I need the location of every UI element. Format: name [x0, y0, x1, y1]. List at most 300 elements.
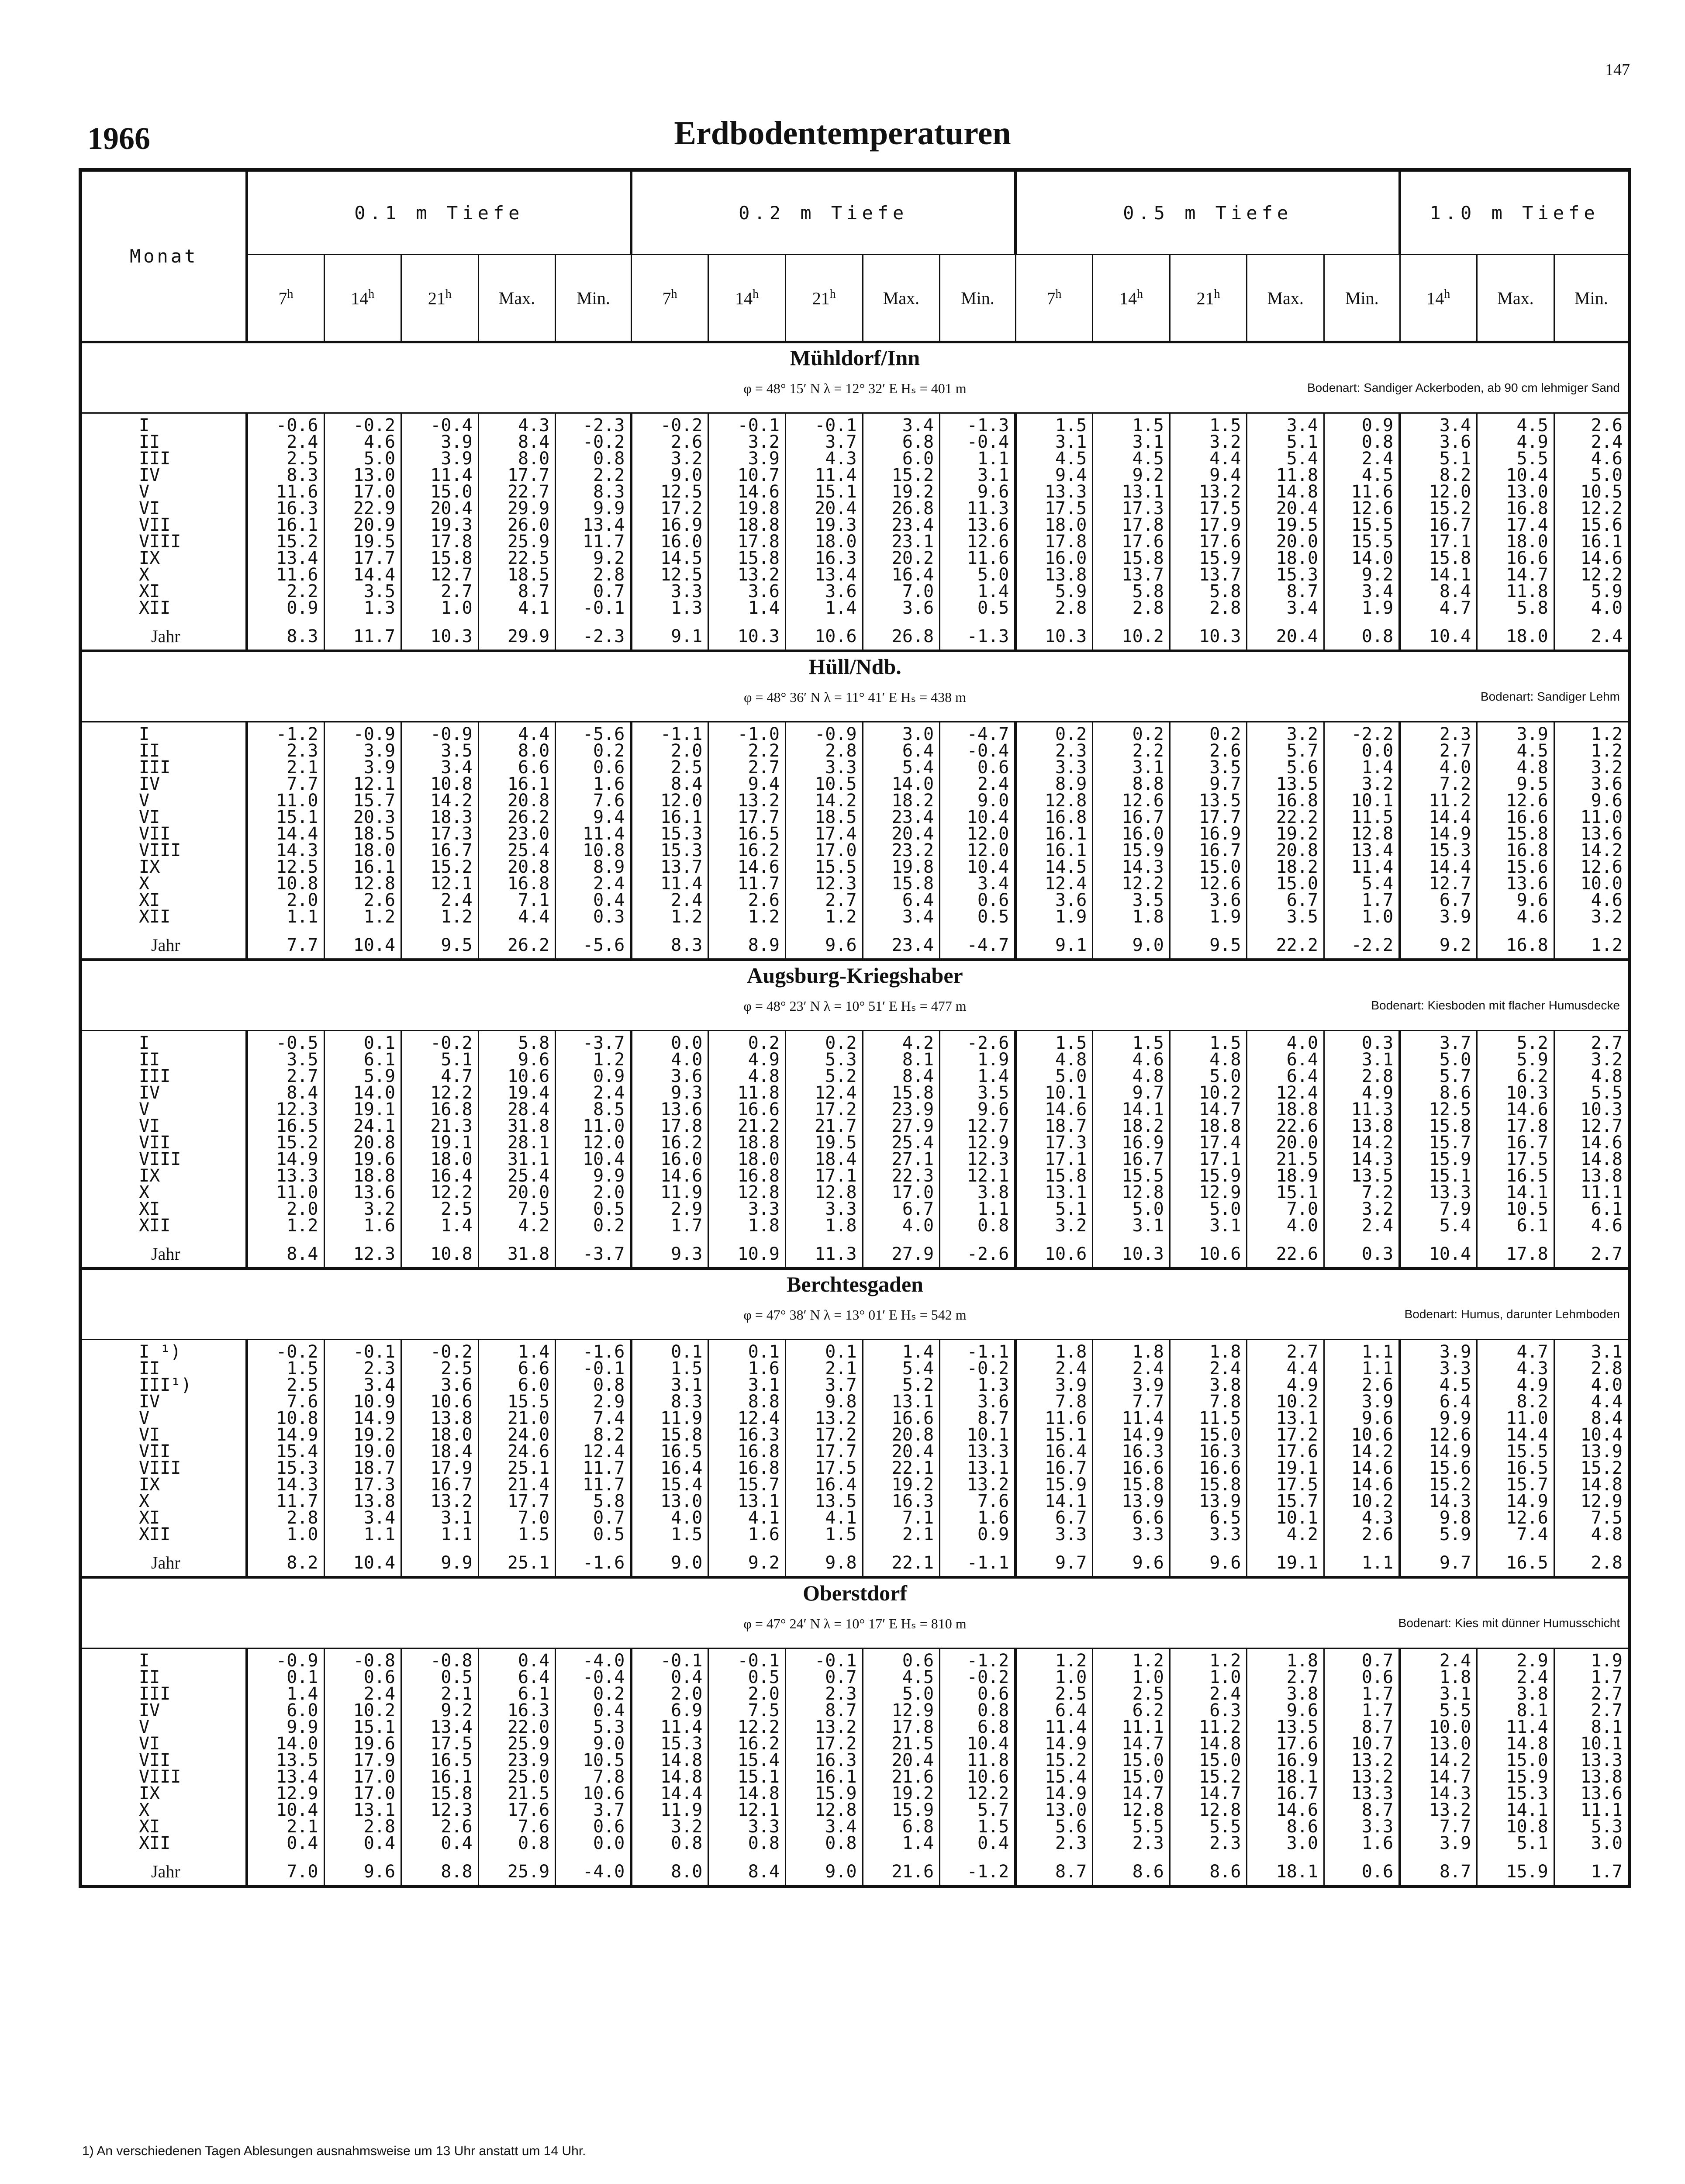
value-cell: 19.6 — [324, 1151, 401, 1168]
value-cell: 13.0 — [1400, 1735, 1477, 1752]
value-cell: 3.2 — [1324, 1201, 1400, 1217]
value-cell: 15.2 — [247, 1134, 324, 1151]
value-cell: 25.0 — [478, 1769, 556, 1785]
value-cell: 14.8 — [1247, 484, 1324, 500]
value-cell: 2.8 — [1324, 1068, 1400, 1085]
value-cell: 7.0 — [863, 583, 940, 600]
value-cell: 10.4 — [940, 1735, 1016, 1752]
value-cell: 13.3 — [1400, 1184, 1477, 1201]
value-cell: 17.7 — [1170, 809, 1247, 826]
value-cell: 14.3 — [1093, 859, 1170, 875]
value-cell: 3.5 — [1170, 759, 1247, 776]
value-cell: 15.1 — [1247, 1184, 1324, 1201]
value-cell: 16.0 — [631, 1151, 708, 1168]
value-cell: 18.1 — [1247, 1769, 1324, 1785]
value-cell: 13.6 — [631, 1101, 708, 1118]
table-row — [80, 1168, 1630, 1184]
value-cell: 3.1 — [1170, 1217, 1247, 1234]
value-cell: 4.8 — [1093, 1068, 1170, 1085]
value-cell: 5.0 — [863, 1686, 940, 1702]
value-cell: 3.2 — [1554, 909, 1630, 925]
value-cell: 17.8 — [1093, 517, 1170, 533]
value-cell: 5.9 — [1400, 1526, 1477, 1543]
value-cell: 13.5 — [785, 1493, 863, 1510]
value-cell: 20.4 — [1247, 500, 1324, 517]
value-cell: 2.6 — [324, 892, 401, 909]
value-cell: 27.9 — [863, 1118, 940, 1134]
value-cell: 4.4 — [1170, 450, 1247, 467]
column-header: 14$^h$ — [1093, 255, 1170, 342]
value-cell: 16.8 — [1477, 500, 1554, 517]
value-cell: 14.0 — [863, 776, 940, 792]
value-cell: 18.0 — [708, 1151, 786, 1168]
value-cell: 0.6 — [940, 759, 1016, 776]
value-cell: 5.0 — [1093, 1201, 1170, 1217]
value-cell: 14.2 — [785, 792, 863, 809]
value-cell: 26.2 — [478, 809, 556, 826]
value-cell: 3.6 — [631, 1068, 708, 1085]
value-cell: 2.7 — [1247, 1669, 1324, 1686]
value-cell: 14.6 — [1015, 1101, 1093, 1118]
value-cell: 7.8 — [556, 1769, 632, 1785]
value-cell: 3.1 — [1324, 1051, 1400, 1068]
value-cell: 3.9 — [1324, 1393, 1400, 1410]
value-cell: 9.0 — [785, 1859, 863, 1887]
value-cell: 10.3 — [1477, 1085, 1554, 1101]
value-cell: -5.6 — [556, 726, 632, 743]
value-cell: 9.4 — [1015, 467, 1093, 484]
value-cell: 5.0 — [1170, 1068, 1247, 1085]
value-cell: 13.5 — [1170, 792, 1247, 809]
value-cell: 1.8 — [1015, 1344, 1093, 1360]
value-cell: 7.6 — [478, 1818, 556, 1835]
value-cell: 4.0 — [863, 1217, 940, 1234]
value-cell: 5.4 — [863, 759, 940, 776]
month-label: VII — [80, 1443, 247, 1460]
value-cell: 16.9 — [631, 517, 708, 533]
value-cell: 11.4 — [785, 467, 863, 484]
value-cell: 7.5 — [708, 1702, 786, 1719]
value-cell: 12.6 — [1554, 859, 1630, 875]
value-cell: 6.3 — [1170, 1702, 1247, 1719]
value-cell: 17.0 — [324, 484, 401, 500]
value-cell: 16.9 — [1093, 1134, 1170, 1151]
value-cell: 2.8 — [785, 743, 863, 759]
value-cell: 25.9 — [478, 533, 556, 550]
value-cell: 0.7 — [1324, 1652, 1400, 1669]
value-cell: 5.9 — [324, 1068, 401, 1085]
value-cell: 13.8 — [401, 1410, 479, 1427]
value-cell: 17.2 — [785, 1735, 863, 1752]
value-cell: 8.6 — [1093, 1859, 1170, 1887]
table-row — [80, 909, 1630, 925]
value-cell: 13.2 — [785, 1719, 863, 1735]
value-cell: 3.5 — [247, 1051, 324, 1068]
value-cell: 9.8 — [1400, 1510, 1477, 1526]
value-cell: 15.7 — [1477, 1476, 1554, 1493]
value-cell: 3.4 — [401, 759, 479, 776]
month-label: IX — [80, 1476, 247, 1493]
value-cell: 3.5 — [324, 583, 401, 600]
value-cell: 12.4 — [708, 1410, 786, 1427]
value-cell: 11.4 — [1015, 1719, 1093, 1735]
value-cell: 0.2 — [556, 1686, 632, 1702]
value-cell: 24.6 — [478, 1443, 556, 1460]
value-cell: 15.1 — [785, 484, 863, 500]
value-cell: -0.1 — [708, 417, 786, 434]
value-cell: 10.3 — [1015, 623, 1093, 651]
station-coordinates: φ = 47° 24′ N λ = 10° 17′ E Hₛ = 810 m — [743, 1616, 967, 1631]
value-cell: -0.2 — [324, 417, 401, 434]
value-cell: 19.1 — [1247, 1460, 1324, 1476]
value-cell: 3.6 — [863, 600, 940, 616]
value-cell: 10.9 — [324, 1393, 401, 1410]
value-cell: 12.2 — [708, 1719, 786, 1735]
value-cell: 14.4 — [1400, 859, 1477, 875]
value-cell: 13.0 — [1015, 1802, 1093, 1818]
value-cell: 11.6 — [940, 550, 1016, 567]
value-cell: 4.6 — [1554, 1217, 1630, 1234]
value-cell: 16.8 — [708, 1168, 786, 1184]
month-label: V — [80, 484, 247, 500]
value-cell: 8.7 — [940, 1410, 1016, 1427]
value-cell: 0.1 — [785, 1344, 863, 1360]
value-cell: -0.9 — [247, 1652, 324, 1669]
value-cell: 4.3 — [785, 450, 863, 467]
value-cell: 2.2 — [708, 743, 786, 759]
value-cell: 15.3 — [1477, 1785, 1554, 1802]
value-cell: 3.1 — [1400, 1686, 1477, 1702]
value-cell: 23.1 — [863, 533, 940, 550]
year-row — [80, 1241, 1630, 1268]
month-label: VI — [80, 1427, 247, 1443]
value-cell: 15.6 — [1400, 1460, 1477, 1476]
value-cell: 20.8 — [478, 792, 556, 809]
value-cell: 16.1 — [631, 809, 708, 826]
table-row — [80, 1476, 1630, 1493]
value-cell: 12.2 — [940, 1785, 1016, 1802]
year-row — [80, 932, 1630, 960]
station-name: Oberstdorf — [803, 1581, 907, 1605]
value-cell: 0.2 — [1093, 726, 1170, 743]
month-label: IV — [80, 1085, 247, 1101]
value-cell: 3.3 — [1015, 759, 1093, 776]
value-cell: 17.4 — [1170, 1134, 1247, 1151]
value-cell: 3.9 — [1400, 1344, 1477, 1360]
value-cell: 15.8 — [1477, 826, 1554, 842]
value-cell: 15.9 — [1170, 550, 1247, 567]
value-cell: 12.2 — [401, 1085, 479, 1101]
value-cell: 9.0 — [631, 1550, 708, 1577]
value-cell: 4.0 — [1247, 1035, 1324, 1051]
value-cell: 19.6 — [324, 1735, 401, 1752]
value-cell: 29.9 — [478, 623, 556, 651]
value-cell: 19.4 — [478, 1085, 556, 1101]
value-cell: 15.9 — [785, 1785, 863, 1802]
month-label: XI — [80, 1818, 247, 1835]
value-cell: -4.7 — [940, 726, 1016, 743]
value-cell: 15.2 — [1170, 1769, 1247, 1785]
month-label: VII — [80, 826, 247, 842]
depth-header-0-1m: 0.1 m Tiefe — [247, 170, 631, 255]
value-cell: 17.3 — [401, 826, 479, 842]
value-cell: 13.6 — [1554, 826, 1630, 842]
value-cell: 0.7 — [556, 1510, 632, 1526]
value-cell: 5.0 — [324, 450, 401, 467]
value-cell: 11.1 — [1093, 1719, 1170, 1735]
value-cell: 9.4 — [1170, 467, 1247, 484]
value-cell: 11.6 — [247, 484, 324, 500]
value-cell: 9.7 — [1400, 1550, 1477, 1577]
value-cell: 3.9 — [1093, 1377, 1170, 1393]
value-cell: -0.1 — [708, 1652, 786, 1669]
value-cell: 9.9 — [556, 500, 632, 517]
table-row — [80, 759, 1630, 776]
value-cell: 16.6 — [1477, 809, 1554, 826]
value-cell: 1.2 — [247, 1217, 324, 1234]
value-cell: 10.4 — [247, 1802, 324, 1818]
value-cell: 5.2 — [863, 1377, 940, 1393]
value-cell: 14.8 — [631, 1769, 708, 1785]
value-cell: 14.5 — [1015, 859, 1093, 875]
column-header: Max. — [478, 255, 556, 342]
value-cell: 1.6 — [708, 1526, 786, 1543]
value-cell: 11.1 — [1554, 1802, 1630, 1818]
value-cell: 23.2 — [863, 842, 940, 859]
value-cell: 17.1 — [1015, 1151, 1093, 1168]
month-label: VI — [80, 1118, 247, 1134]
value-cell: 5.1 — [401, 1051, 479, 1068]
table-row — [80, 484, 1630, 500]
value-cell: 8.2 — [1477, 1393, 1554, 1410]
value-cell: 6.6 — [1093, 1510, 1170, 1526]
value-cell: 14.5 — [631, 550, 708, 567]
value-cell: 8.7 — [1247, 583, 1324, 600]
value-cell: 2.7 — [1554, 1702, 1630, 1719]
value-cell: 16.7 — [1400, 517, 1477, 533]
table-row — [80, 1134, 1630, 1151]
value-cell: 0.1 — [631, 1344, 708, 1360]
value-cell: 25.9 — [478, 1859, 556, 1887]
value-cell: 17.8 — [631, 1118, 708, 1134]
value-cell: 7.7 — [1400, 1818, 1477, 1835]
month-label: IV — [80, 1702, 247, 1719]
value-cell: 3.4 — [785, 1818, 863, 1835]
value-cell: 15.5 — [1477, 1443, 1554, 1460]
value-cell: 15.8 — [1093, 1476, 1170, 1493]
value-cell: 17.6 — [478, 1802, 556, 1818]
value-cell: -1.3 — [940, 623, 1016, 651]
value-cell: 17.4 — [785, 826, 863, 842]
value-cell: 9.6 — [1093, 1550, 1170, 1577]
value-cell: 1.8 — [1400, 1669, 1477, 1686]
value-cell: 5.9 — [1554, 583, 1630, 600]
value-cell: 19.2 — [1247, 826, 1324, 842]
value-cell: 9.6 — [940, 1101, 1016, 1118]
value-cell: 5.0 — [1554, 467, 1630, 484]
value-cell: 20.0 — [478, 1184, 556, 1201]
value-cell: 2.6 — [1324, 1377, 1400, 1393]
value-cell: 2.5 — [1093, 1686, 1170, 1702]
value-cell: 15.0 — [1477, 1752, 1554, 1769]
value-cell: 7.9 — [1400, 1201, 1477, 1217]
value-cell: -3.7 — [556, 1241, 632, 1268]
value-cell: 13.3 — [1324, 1785, 1400, 1802]
value-cell: 5.8 — [1170, 583, 1247, 600]
value-cell: 12.8 — [1093, 1184, 1170, 1201]
value-cell: 21.5 — [478, 1785, 556, 1802]
value-cell: 16.4 — [785, 1476, 863, 1493]
table-row — [80, 550, 1630, 567]
value-cell: 3.2 — [631, 450, 708, 467]
table-row — [80, 776, 1630, 792]
value-cell: 0.9 — [940, 1526, 1016, 1543]
value-cell: 4.1 — [708, 1510, 786, 1526]
value-cell: 15.5 — [1324, 533, 1400, 550]
value-cell: 10.1 — [940, 1427, 1016, 1443]
value-cell: 4.5 — [1015, 450, 1093, 467]
value-cell: 3.7 — [556, 1802, 632, 1818]
value-cell: 10.8 — [401, 776, 479, 792]
value-cell: 3.7 — [1400, 1035, 1477, 1051]
value-cell: -0.9 — [324, 726, 401, 743]
value-cell: 14.9 — [1400, 826, 1477, 842]
value-cell: 15.5 — [478, 1393, 556, 1410]
value-cell: 14.6 — [708, 484, 786, 500]
value-cell: 14.9 — [1093, 1427, 1170, 1443]
value-cell: 2.8 — [1554, 1360, 1630, 1377]
value-cell: 13.4 — [401, 1719, 479, 1735]
value-cell: 2.9 — [1477, 1652, 1554, 1669]
value-cell: 2.4 — [1400, 1652, 1477, 1669]
value-cell: 18.0 — [785, 533, 863, 550]
value-cell: 18.2 — [1247, 859, 1324, 875]
value-cell: 23.4 — [863, 809, 940, 826]
value-cell: 4.2 — [1247, 1526, 1324, 1543]
value-cell: 2.1 — [863, 1526, 940, 1543]
value-cell: 11.4 — [556, 826, 632, 842]
value-cell: 2.7 — [247, 1068, 324, 1085]
value-cell: 13.7 — [1093, 567, 1170, 583]
value-cell: 13.9 — [1554, 1443, 1630, 1460]
value-cell: 9.0 — [940, 792, 1016, 809]
table-row — [80, 1443, 1630, 1460]
value-cell: 16.7 — [401, 842, 479, 859]
value-cell: 17.6 — [1247, 1443, 1324, 1460]
value-cell: 26.2 — [478, 932, 556, 960]
value-cell: 5.4 — [1324, 875, 1400, 892]
value-cell: 2.2 — [247, 583, 324, 600]
value-cell: 21.6 — [863, 1859, 940, 1887]
table-row — [80, 1118, 1630, 1134]
value-cell: 1.4 — [785, 600, 863, 616]
value-cell: 13.6 — [940, 517, 1016, 533]
value-cell: 20.8 — [1247, 842, 1324, 859]
value-cell: 16.5 — [631, 1443, 708, 1460]
value-cell: 13.1 — [1247, 1410, 1324, 1427]
value-cell: 0.6 — [1324, 1859, 1400, 1887]
value-cell: 10.5 — [1554, 484, 1630, 500]
value-cell: 14.1 — [1015, 1493, 1093, 1510]
value-cell: 15.3 — [247, 1460, 324, 1476]
footnote: 1) An verschiedenen Tagen Ablesungen ausnahmsweise um 13 Uhr anstatt um 14 Uhr. — [82, 2144, 586, 2158]
value-cell: 3.3 — [1093, 1526, 1170, 1543]
month-label: III — [80, 759, 247, 776]
value-cell: 17.7 — [478, 467, 556, 484]
table-row — [80, 726, 1630, 743]
value-cell: -1.6 — [556, 1344, 632, 1360]
value-cell: 2.4 — [1015, 1360, 1093, 1377]
value-cell: 5.8 — [1093, 583, 1170, 600]
value-cell: 15.1 — [708, 1769, 786, 1785]
value-cell: 14.9 — [1015, 1735, 1093, 1752]
value-cell: 11.0 — [247, 1184, 324, 1201]
value-cell: 20.8 — [863, 1427, 940, 1443]
value-cell: 20.4 — [785, 500, 863, 517]
value-cell: 3.8 — [1477, 1686, 1554, 1702]
value-cell: 9.0 — [631, 467, 708, 484]
value-cell: 16.6 — [708, 1101, 786, 1118]
value-cell: 8.1 — [863, 1051, 940, 1068]
value-cell: 8.3 — [247, 623, 324, 651]
value-cell: 7.7 — [247, 776, 324, 792]
month-label: V — [80, 1101, 247, 1118]
column-header: Max. — [1477, 255, 1554, 342]
value-cell: 20.4 — [1247, 623, 1324, 651]
value-cell: 19.2 — [863, 1785, 940, 1802]
value-cell: 13.2 — [708, 792, 786, 809]
value-cell: 12.7 — [940, 1118, 1016, 1134]
table-row — [80, 1151, 1630, 1168]
value-cell: 2.6 — [1554, 417, 1630, 434]
value-cell: 7.4 — [556, 1410, 632, 1427]
value-cell: 17.1 — [785, 1168, 863, 1184]
value-cell: 9.2 — [708, 1550, 786, 1577]
table-row — [80, 583, 1630, 600]
value-cell: 4.7 — [1477, 1344, 1554, 1360]
value-cell: 12.9 — [1170, 1184, 1247, 1201]
value-cell: 12.0 — [1400, 484, 1477, 500]
value-cell: 1.0 — [1015, 1669, 1093, 1686]
value-cell: 16.3 — [247, 500, 324, 517]
value-cell: 18.0 — [324, 842, 401, 859]
value-cell: 4.8 — [1554, 1526, 1630, 1543]
value-cell: 8.3 — [631, 932, 708, 960]
value-cell: 14.6 — [1477, 1101, 1554, 1118]
value-cell: 2.0 — [556, 1184, 632, 1201]
value-cell: 4.4 — [478, 909, 556, 925]
month-label: I — [80, 1652, 247, 1669]
value-cell: 15.5 — [1093, 1168, 1170, 1184]
value-cell: 15.4 — [708, 1752, 786, 1769]
value-cell: 9.3 — [631, 1085, 708, 1101]
value-cell: 1.1 — [1324, 1360, 1400, 1377]
value-cell: 20.0 — [1247, 533, 1324, 550]
value-cell: -0.8 — [401, 1652, 479, 1669]
value-cell: -1.2 — [940, 1859, 1016, 1887]
soil-type: Bodenart: Sandiger Lehm — [1480, 690, 1620, 703]
value-cell: 26.8 — [863, 500, 940, 517]
value-cell: 1.2 — [556, 1051, 632, 1068]
value-cell: 5.2 — [785, 1068, 863, 1085]
value-cell: 9.6 — [324, 1859, 401, 1887]
value-cell: 2.3 — [324, 1360, 401, 1377]
station-name: Hüll/Ndb. — [808, 654, 901, 679]
value-cell: 3.4 — [324, 1510, 401, 1526]
value-cell: 1.5 — [1170, 417, 1247, 434]
value-cell: 8.7 — [1324, 1719, 1400, 1735]
value-cell: 12.5 — [631, 484, 708, 500]
